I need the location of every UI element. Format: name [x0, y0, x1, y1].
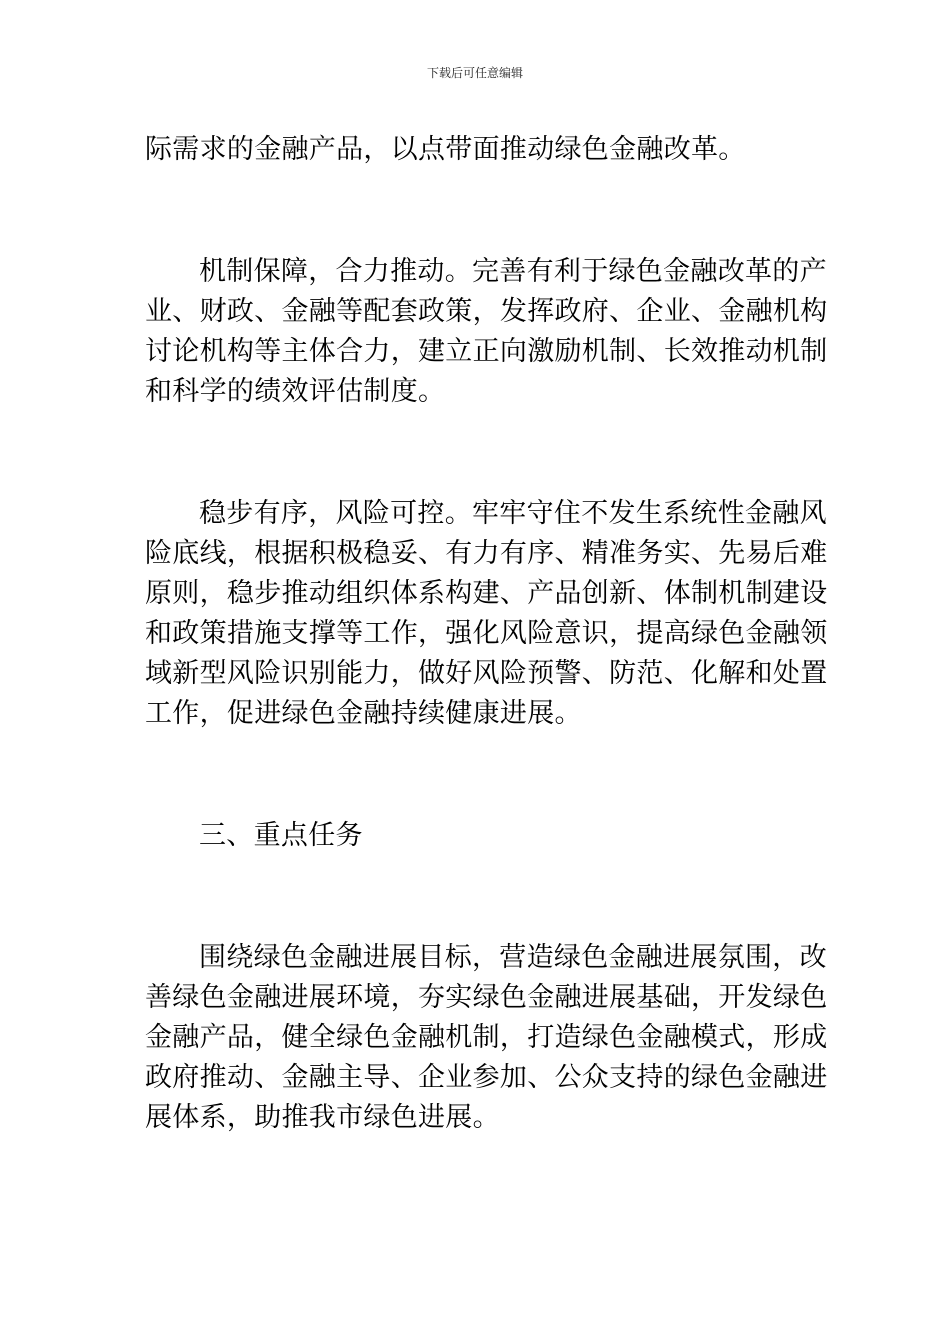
text-line: 展体系，助推我市绿色进展。: [145, 1102, 500, 1133]
document-body: [145, 130, 828, 1138]
text-line: 险底线，根据积极稳妥、有力有序、精准务实、先易后难: [145, 538, 828, 569]
text-line: 机制保障，合力推动。完善有利于绿色金融改革的产: [199, 256, 827, 287]
text-line: 围绕绿色金融进展目标，营造绿色金融进展氛围，改: [199, 942, 827, 973]
text-line: 际需求的金融产品，以点带面推动绿色金融改革。: [145, 134, 746, 165]
text-line: 域新型风险识别能力，做好风险预警、防范、化解和处置: [145, 658, 828, 689]
text-line: 和政策措施支撑等工作，强化风险意识，提高绿色金融领: [145, 618, 828, 649]
paragraph-mechanism: [145, 252, 828, 412]
text-line: 工作，促进绿色金融持续健康进展。: [145, 698, 582, 729]
section-heading: [145, 816, 810, 856]
text-line: 原则，稳步推动组织体系构建、产品创新、体制机制建设: [145, 578, 828, 609]
page-header: 下载后可任意编辑: [426, 66, 523, 80]
text-line: 金融产品，健全绿色金融机制，打造绿色金融模式，形成: [145, 1022, 828, 1053]
paragraph-tasks: [145, 938, 828, 1138]
paragraph-continuation: [145, 130, 810, 170]
text-line: 善绿色金融进展环境，夯实绿色金融进展基础，开发绿色: [145, 982, 828, 1013]
text-line: 政府推动、金融主导、企业参加、公众支持的绿色金融进: [145, 1062, 828, 1093]
text-line: 和科学的绩效评估制度。: [145, 376, 446, 407]
paragraph-risk: [145, 494, 828, 734]
heading-line: 三、重点任务: [199, 820, 363, 851]
text-line: 讨论机构等主体合力，建立正向激励机制、长效推动机制: [145, 336, 828, 367]
text-line: 稳步有序，风险可控。牢牢守住不发生系统性金融风: [199, 498, 827, 529]
text-line: 业、财政、金融等配套政策，发挥政府、企业、金融机构: [145, 296, 828, 327]
